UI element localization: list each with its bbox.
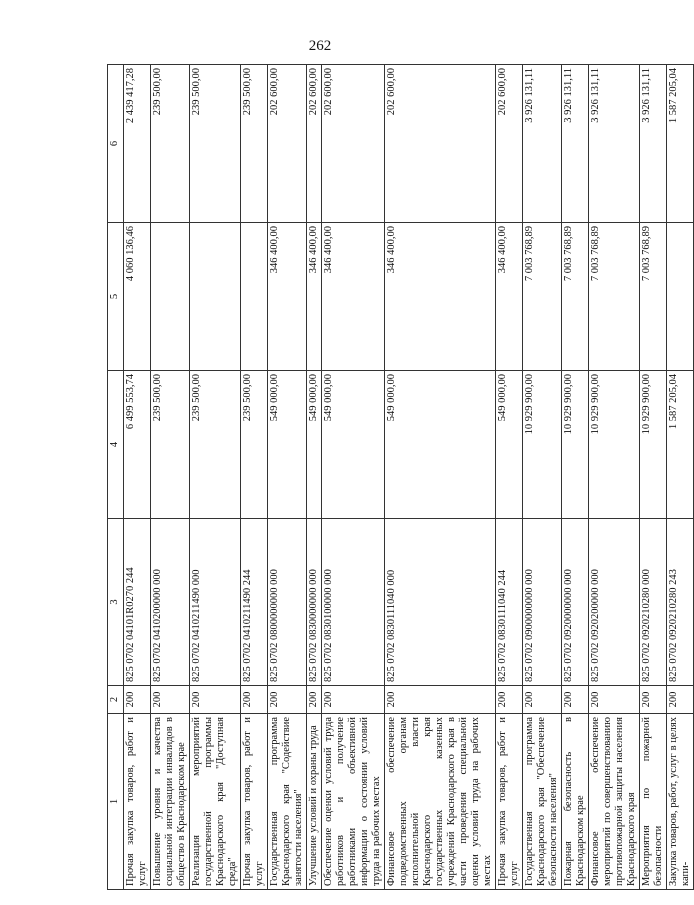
table-row <box>268 65 307 890</box>
row-code-2: 200 <box>589 686 640 714</box>
row-code-2: 200 <box>322 686 385 714</box>
row-value-4: 10 929 900,00 <box>523 371 562 519</box>
table-body <box>108 65 694 890</box>
table-row <box>523 65 562 890</box>
row-value-4: 239 500,00 <box>241 371 268 519</box>
row-value-4: 10 929 900,00 <box>589 371 640 519</box>
row-value-6: 2 439 417,28 <box>124 65 151 223</box>
row-code-3: 825 0702 0830100000 000 <box>322 519 385 686</box>
row-code-3: 825 0702 0920200000 000 <box>589 519 640 686</box>
table-row <box>151 65 190 890</box>
row-value-5: 7 003 768,89 <box>562 223 589 371</box>
row-code-3: 825 0702 0920210280 000 <box>640 519 667 686</box>
row-name: Государственная программа Краснодарского края "Содействие занятости населения" <box>268 714 307 890</box>
row-name: Мероприятия по пожарной безопасности <box>640 714 667 890</box>
row-value-4: 549 000,00 <box>322 371 385 519</box>
row-value-4: 549 000,00 <box>307 371 322 519</box>
row-value-5: 7 003 768,89 <box>589 223 640 371</box>
table-row <box>385 65 496 890</box>
row-code-2: 200 <box>496 686 523 714</box>
row-value-6: 202 600,00 <box>385 65 496 223</box>
row-code-2: 200 <box>124 686 151 714</box>
row-value-5 <box>151 223 190 371</box>
row-value-6: 202 600,00 <box>496 65 523 223</box>
row-name: Финансовое обеспечение подведомственных органам исполнительной власти Краснодарского края государственных казенных учреждений Краснодарского края в части проведения специальной оценки условий труда на рабочих местах <box>385 714 496 890</box>
row-code-2: 200 <box>241 686 268 714</box>
row-name: Финансовое обеспечение мероприятий по совершенствованию противопожарной защиты населения Краснодарского края <box>589 714 640 890</box>
table-row <box>589 65 640 890</box>
table-row <box>322 65 385 890</box>
row-value-4: 549 000,00 <box>496 371 523 519</box>
row-value-5: 4 060 136,46 <box>124 223 151 371</box>
row-code-2: 200 <box>385 686 496 714</box>
table-row <box>124 65 151 890</box>
row-value-5 <box>667 223 694 371</box>
row-name: Прочая закупка товаров, работ и услуг <box>241 714 268 890</box>
table-row <box>667 65 694 890</box>
row-value-6: 3 926 131,11 <box>589 65 640 223</box>
row-value-6: 1 587 205,04 <box>667 65 694 223</box>
row-value-5 <box>190 223 241 371</box>
row-value-4: 10 929 900,00 <box>640 371 667 519</box>
row-code-2: 200 <box>151 686 190 714</box>
row-code-3: 825 0702 0900000000 000 <box>523 519 562 686</box>
row-code-2: 200 <box>667 686 694 714</box>
row-value-4: 549 000,00 <box>385 371 496 519</box>
row-value-4: 549 000,00 <box>268 371 307 519</box>
row-name: Государственная программа Краснодарского края "Обеспечение безопасности населения" <box>523 714 562 890</box>
row-value-5: 346 400,00 <box>496 223 523 371</box>
table-row <box>190 65 241 890</box>
row-name: Обеспечение оценки условий труда работников и получение работниками объективной информации о состоянии условий труда на рабочих местах <box>322 714 385 890</box>
rotated-table-inner <box>107 65 691 890</box>
row-value-6: 239 500,00 <box>241 65 268 223</box>
row-value-5: 346 400,00 <box>385 223 496 371</box>
row-code-3: 825 0702 0410211490 000 <box>190 519 241 686</box>
column-header-2: 2 <box>108 686 124 714</box>
row-value-4: 239 500,00 <box>190 371 241 519</box>
row-code-2: 200 <box>523 686 562 714</box>
column-header-6: 6 <box>108 65 124 223</box>
row-name: Прочая закупка товаров, работ и услуг <box>496 714 523 890</box>
row-name: Реализация мероприятий государственной программы Краснодарского края "Доступная среда" <box>190 714 241 890</box>
column-header-5: 5 <box>108 223 124 371</box>
row-code-3: 825 0702 04101R0270 244 <box>124 519 151 686</box>
row-value-6: 3 926 131,11 <box>523 65 562 223</box>
table-row <box>307 65 322 890</box>
row-name: Прочая закупка товаров, работ и услуг <box>124 714 151 890</box>
row-value-6: 202 600,00 <box>307 65 322 223</box>
row-code-2: 200 <box>268 686 307 714</box>
row-value-6: 3 926 131,11 <box>640 65 667 223</box>
row-code-3: 825 0702 0920000000 000 <box>562 519 589 686</box>
row-value-4: 239 500,00 <box>151 371 190 519</box>
page-number: 262 <box>308 38 332 54</box>
column-header-4: 4 <box>108 371 124 519</box>
row-value-5: 346 400,00 <box>307 223 322 371</box>
row-name: Улучшение условий и охраны труда <box>307 714 322 890</box>
row-code-3: 825 0702 0920210280 243 <box>667 519 694 686</box>
row-value-6: 239 500,00 <box>151 65 190 223</box>
row-code-2: 200 <box>307 686 322 714</box>
row-code-2: 200 <box>640 686 667 714</box>
table-row <box>496 65 523 890</box>
row-value-6: 202 600,00 <box>268 65 307 223</box>
row-code-3: 825 0702 0830000000 000 <box>307 519 322 686</box>
row-value-6: 3 926 131,11 <box>562 65 589 223</box>
table-row <box>241 65 268 890</box>
row-value-5 <box>241 223 268 371</box>
rotated-table-area <box>107 65 691 890</box>
column-header-3: 3 <box>108 519 124 686</box>
table-row <box>640 65 667 890</box>
header-row <box>108 65 124 890</box>
row-code-2: 200 <box>190 686 241 714</box>
column-header-1: 1 <box>108 714 124 890</box>
row-value-4: 1 587 205,04 <box>667 371 694 519</box>
row-value-5: 7 003 768,89 <box>523 223 562 371</box>
row-value-4: 6 499 553,74 <box>124 371 151 519</box>
row-code-3: 825 0702 0830111040 000 <box>385 519 496 686</box>
row-value-5: 346 400,00 <box>322 223 385 371</box>
row-value-4: 10 929 900,00 <box>562 371 589 519</box>
row-code-3: 825 0702 0800000000 000 <box>268 519 307 686</box>
budget-table <box>107 64 694 890</box>
table-row <box>562 65 589 890</box>
row-name: Повышение уровня и качества социальной интеграции инвалидов в общество в Краснодарском крае <box>151 714 190 890</box>
row-code-3: 825 0702 0830111040 244 <box>496 519 523 686</box>
row-value-6: 239 500,00 <box>190 65 241 223</box>
row-code-3: 825 0702 0410211490 244 <box>241 519 268 686</box>
row-value-5: 7 003 768,89 <box>640 223 667 371</box>
row-value-6: 202 600,00 <box>322 65 385 223</box>
row-code-2: 200 <box>562 686 589 714</box>
row-name: Пожарная безопасность в Краснодарском крае <box>562 714 589 890</box>
row-value-5: 346 400,00 <box>268 223 307 371</box>
row-name: Закупка товаров, работ, услуг в целях капи- <box>667 714 694 890</box>
row-code-3: 825 0702 0410200000 000 <box>151 519 190 686</box>
